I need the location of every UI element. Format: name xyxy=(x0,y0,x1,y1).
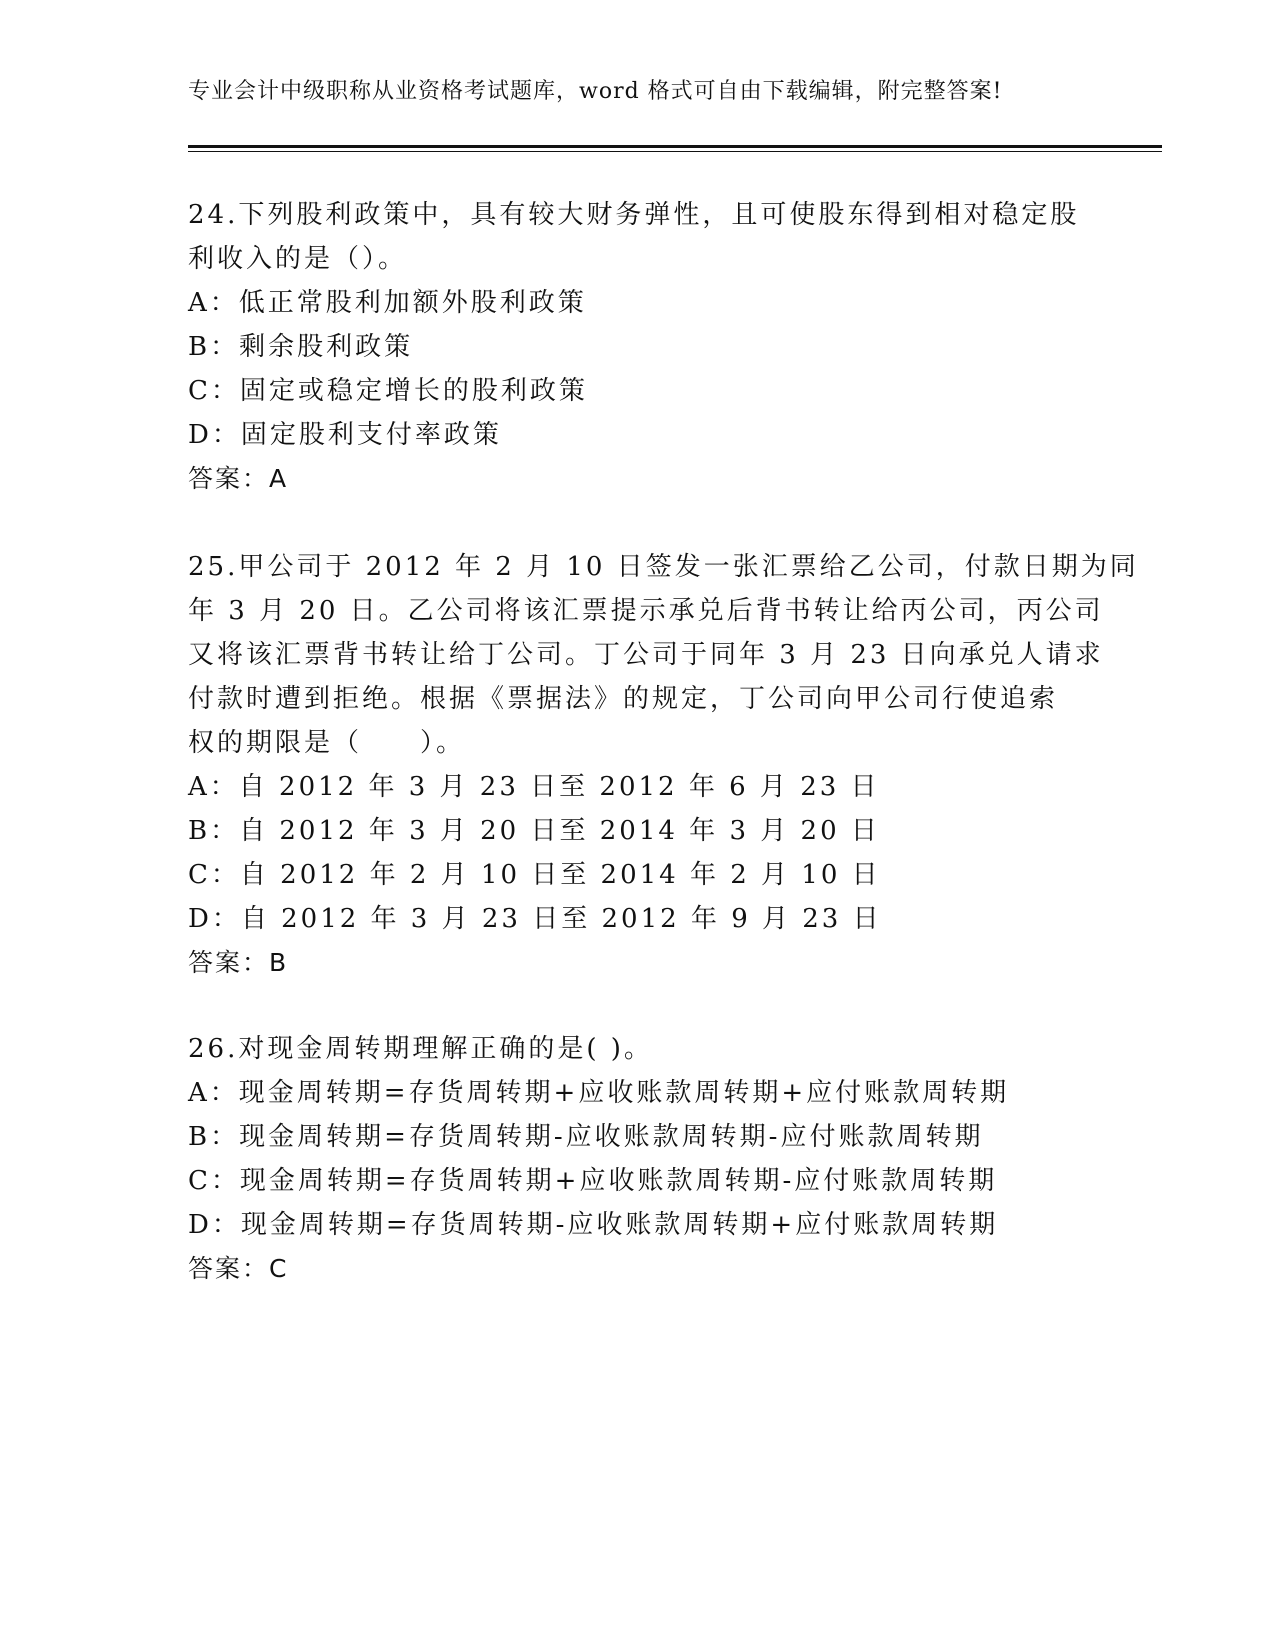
question-24-answer: 答案：A xyxy=(188,464,289,493)
question-26-option-b: B：现金周转期=存货周转期-应收账款周转期-应付账款周转期 xyxy=(188,1122,984,1152)
question-26-answer: 答案：C xyxy=(188,1254,289,1283)
question-26-option-d: D：现金周转期=存货周转期-应收账款周转期+应付账款周转期 xyxy=(188,1210,999,1240)
question-25-option-b: B：自 2012 年 3 月 20 日至 2014 年 3 月 20 日 xyxy=(188,816,880,846)
question-25-stem-line-4: 付款时遭到拒绝。根据《票据法》的规定，丁公司向甲公司行使追索 xyxy=(188,684,1059,714)
question-25-stem-line-3: 又将该汇票背书转让给丁公司。丁公司于同年 3 月 23 日向承兑人请求 xyxy=(188,640,1104,670)
question-24-option-d: D：固定股利支付率政策 xyxy=(188,420,502,450)
header-rule-thin xyxy=(188,151,1162,152)
question-25-answer: 答案：B xyxy=(188,948,289,977)
question-25-stem-line-2: 年 3 月 20 日。乙公司将该汇票提示承兑后背书转让给丙公司，丙公司 xyxy=(188,596,1104,626)
question-26-stem-line-1: 26.对现金周转期理解正确的是( )。 xyxy=(188,1034,653,1064)
question-24-option-a: A：低正常股利加额外股利政策 xyxy=(188,288,587,318)
question-26-option-c: C：现金周转期=存货周转期+应收账款周转期-应付账款周转期 xyxy=(188,1166,998,1196)
question-25-option-c: C：自 2012 年 2 月 10 日至 2014 年 2 月 10 日 xyxy=(188,860,881,890)
question-24-stem-line-2: 利收入的是（）。 xyxy=(188,244,408,274)
header-rule-thick xyxy=(188,145,1162,148)
page-header: 专业会计中级职称从业资格考试题库，word 格式可自由下载编辑，附完整答案! xyxy=(188,79,1003,104)
question-24-stem-line-1: 24.下列股利政策中，具有较大财务弹性，且可使股东得到相对稳定股 xyxy=(188,200,1080,230)
question-25-option-d: D：自 2012 年 3 月 23 日至 2012 年 9 月 23 日 xyxy=(188,904,882,934)
question-26-option-a: A：现金周转期=存货周转期+应收账款周转期+应付账款周转期 xyxy=(188,1078,1010,1108)
question-25-stem-line-1: 25.甲公司于 2012 年 2 月 10 日签发一张汇票给乙公司，付款日期为同 xyxy=(188,552,1139,582)
question-25-stem-line-5: 权的期限是（ ）。 xyxy=(188,728,466,758)
question-24-option-c: C：固定或稳定增长的股利政策 xyxy=(188,376,588,406)
question-25-option-a: A：自 2012 年 3 月 23 日至 2012 年 6 月 23 日 xyxy=(188,772,880,802)
question-24-option-b: B：剩余股利政策 xyxy=(188,332,414,362)
